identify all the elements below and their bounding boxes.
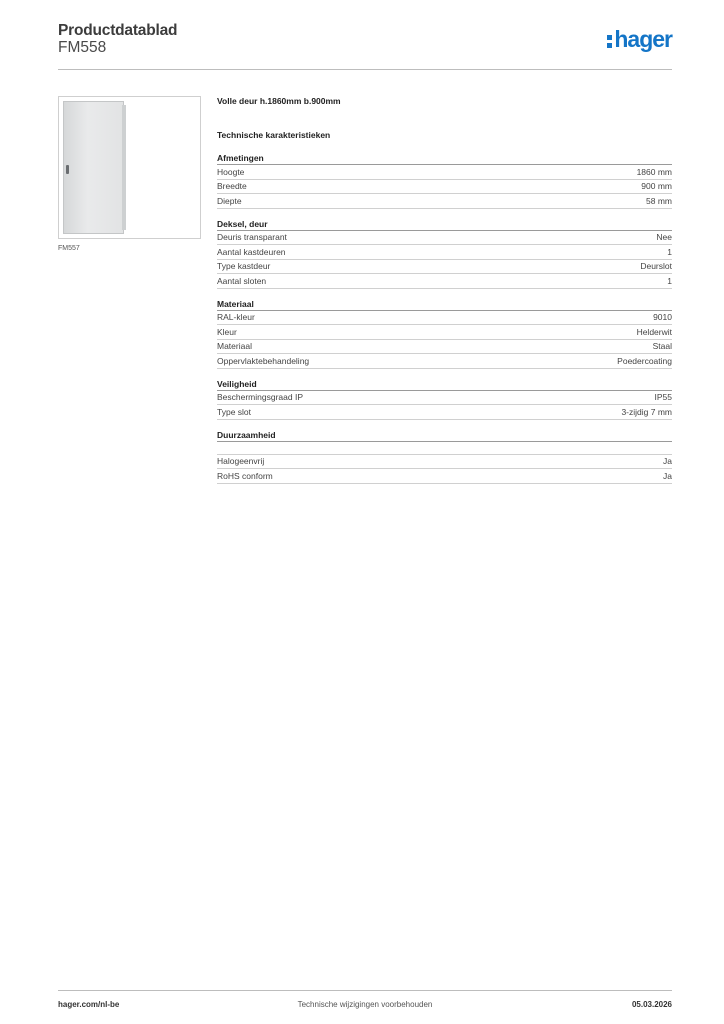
spec-value: Deurslot — [640, 261, 672, 272]
spec-value: Helderwit — [636, 326, 672, 337]
footer-notice: Technische wijzigingen voorbehouden — [297, 1000, 433, 1009]
spec-value: Ja — [663, 456, 672, 467]
spec-group-deksel-deur — [217, 218, 672, 289]
spec-group-afmetingen — [217, 152, 672, 209]
spec-label: Aantal sloten — [217, 275, 267, 286]
spec-row — [217, 391, 672, 406]
spec-row — [217, 260, 672, 275]
spec-value: Staal — [652, 341, 672, 352]
spec-row — [217, 165, 672, 180]
spec-row — [217, 405, 672, 420]
spec-value: 1860 mm — [636, 166, 672, 177]
spec-label: Type kastdeur — [217, 261, 271, 272]
product-code: FM558 — [58, 39, 107, 56]
spec-row — [217, 194, 672, 209]
spec-group-title: Veiligheid — [217, 378, 672, 391]
spec-row — [217, 245, 672, 260]
spec-label: RAL-kleur — [217, 312, 255, 323]
spec-value: 900 mm — [641, 181, 672, 192]
spec-value: 1 — [667, 246, 672, 257]
logo-text: hager — [614, 26, 672, 52]
spec-value: IP55 — [654, 392, 672, 403]
spec-label: Kleur — [217, 326, 237, 337]
spec-label: Halogeenvrij — [217, 456, 265, 467]
spec-label: Type slot — [217, 406, 252, 417]
logo-dots-icon — [607, 35, 612, 51]
spec-label: Hoogte — [217, 166, 245, 177]
document-title: Productdatablad — [58, 22, 178, 39]
product-image — [58, 96, 201, 239]
spec-label: Materiaal — [217, 341, 252, 352]
footer-website-link[interactable]: hager.com/nl-be — [58, 1000, 120, 1009]
spec-row — [217, 325, 672, 340]
spec-group-title: Duurzaamheid — [217, 429, 672, 442]
spec-value: 58 mm — [646, 195, 672, 206]
spec-row — [217, 469, 672, 484]
spec-row — [217, 354, 672, 369]
spec-group-duurzaamheid — [217, 429, 672, 484]
spec-value: 3-zijdig 7 mm — [621, 406, 672, 417]
image-caption: FM557 — [58, 245, 80, 252]
spec-value: Poedercoating — [617, 355, 672, 366]
divider — [217, 442, 672, 455]
spec-group-title: Deksel, deur — [217, 218, 672, 231]
door-handle-icon — [66, 165, 69, 174]
spec-label: Breedte — [217, 181, 247, 192]
spec-row — [217, 274, 672, 289]
spec-group-title: Materiaal — [217, 298, 672, 311]
spec-label: Oppervlaktebehandeling — [217, 355, 310, 366]
spec-row — [217, 340, 672, 355]
spec-label: Aantal kastdeuren — [217, 246, 286, 257]
spec-value: 1 — [667, 275, 672, 286]
hager-logo — [607, 26, 672, 52]
spec-value: 9010 — [653, 312, 672, 323]
spec-label: Beschermingsgraad IP — [217, 392, 303, 403]
section-heading: Technische karakteristieken — [217, 130, 331, 140]
spec-label: RoHS conform — [217, 470, 273, 481]
spec-value: Nee — [656, 232, 672, 243]
spec-label: Deuris transparant — [217, 232, 287, 243]
spec-row — [217, 455, 672, 470]
spec-value: Ja — [663, 470, 672, 481]
product-name: Volle deur h.1860mm b.900mm — [217, 96, 341, 106]
footer-date: 05.03.2026 — [631, 1000, 672, 1009]
spec-label: Diepte — [217, 195, 242, 206]
spec-content — [217, 96, 672, 493]
spec-row — [217, 311, 672, 326]
door-illustration — [63, 101, 124, 234]
spec-row — [217, 180, 672, 195]
page-footer — [58, 990, 672, 1014]
spec-group-veiligheid — [217, 378, 672, 420]
spec-group-title: Afmetingen — [217, 152, 672, 165]
spec-group-materiaal — [217, 298, 672, 369]
spec-row — [217, 231, 672, 246]
page-header — [58, 22, 672, 70]
